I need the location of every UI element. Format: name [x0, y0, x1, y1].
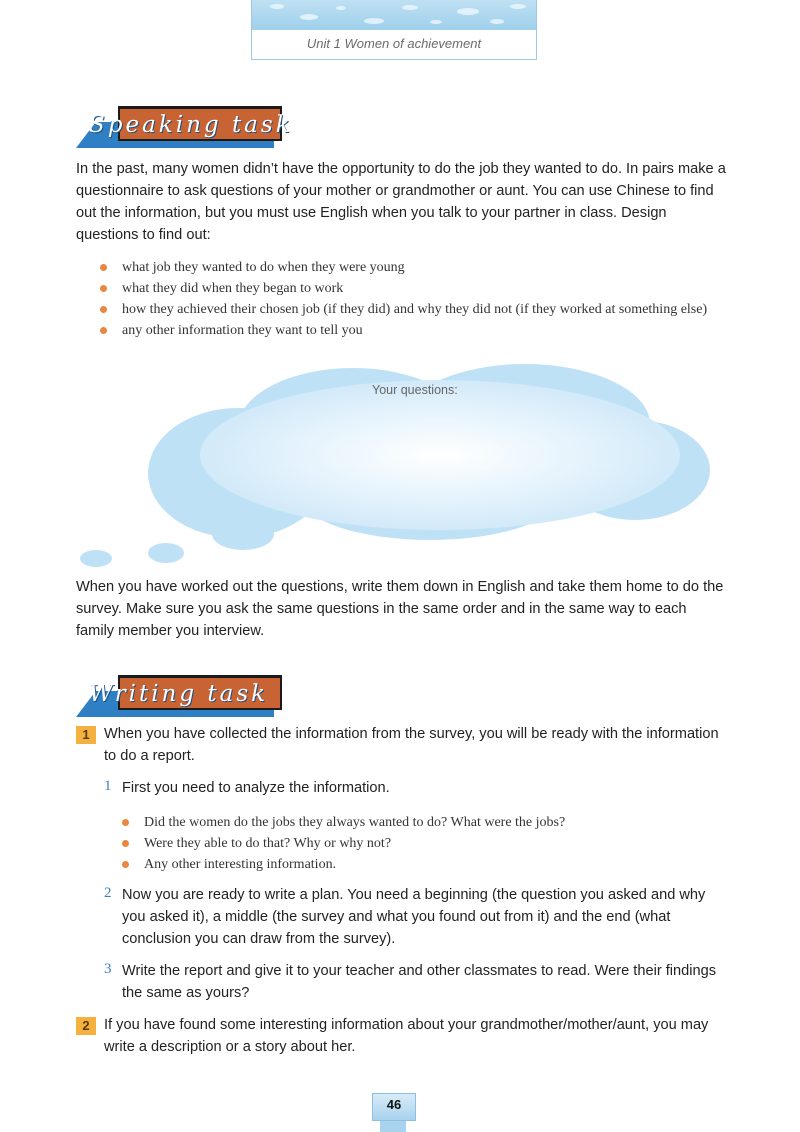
unit-header	[251, 0, 537, 60]
writing-task-heading: Writing task	[89, 681, 269, 707]
step-number: 3	[104, 961, 112, 977]
writing-item-1: When you have collected the information from the survey, you will be ready with the information to do a report.	[104, 726, 719, 764]
list-item: what job they wanted to do when they were young	[100, 257, 720, 278]
thought-bubble	[212, 518, 274, 550]
questions-cloud	[0, 360, 800, 575]
step-text: Write the report and give it to your teacher and other classmates to read. Were their findings the same as yours?	[122, 963, 717, 1001]
header-pattern	[252, 0, 536, 30]
list-item: how they achieved their chosen job (if they did) and why they did not (if they worked at something else)	[100, 299, 720, 320]
speaking-intro: In the past, many women didn’t have the opportunity to do the job they wanted to do. In pairs make a questionnaire to ask questions of your mother or grandmother or aunt. You can use Chinese to find out the information, but you must use English when you talk to your partner in class. Design questions to find out:	[76, 161, 726, 243]
step-text: First you need to analyze the information.	[122, 780, 390, 796]
speaking-instructions: When you have worked out the questions, write them down in English and take them home to do the survey. Make sure you ask the same questions in the same order and in the same way to each family member you interview.	[76, 579, 724, 639]
list-item: Were they able to do that? Why or why not?	[122, 833, 722, 854]
speaking-bullets	[100, 257, 720, 341]
analysis-bullets	[122, 812, 722, 875]
step-number: 2	[104, 885, 112, 901]
list-item: any other information they want to tell you	[100, 320, 720, 341]
cloud-label: Your questions:	[372, 383, 458, 397]
list-item: what they did when they began to work	[100, 278, 720, 299]
thought-bubble	[80, 550, 112, 567]
list-item: Did the women do the jobs they always wanted to do? What were the jobs?	[122, 812, 722, 833]
writing-task-banner	[76, 673, 286, 717]
thought-bubble	[148, 543, 184, 563]
unit-title: Unit 1 Women of achievement	[306, 36, 482, 51]
page-number: 46	[372, 1093, 416, 1121]
item-number-badge: 1	[76, 726, 96, 744]
step-number: 1	[104, 778, 112, 794]
speaking-task-banner	[76, 104, 346, 148]
writing-item-2: If you have found some interesting information about your grandmother/mother/aunt, you may write a description or a story about her.	[104, 1017, 709, 1055]
step-text: Now you are ready to write a plan. You need a beginning (the question you asked and why you asked it), a middle (the survey and what you found out from it) and the end (what conclusion you can draw from the survey).	[122, 887, 706, 947]
list-item: Any other interesting information.	[122, 854, 722, 875]
item-number-badge: 2	[76, 1017, 96, 1035]
speaking-task-heading: Speaking task	[89, 112, 293, 138]
